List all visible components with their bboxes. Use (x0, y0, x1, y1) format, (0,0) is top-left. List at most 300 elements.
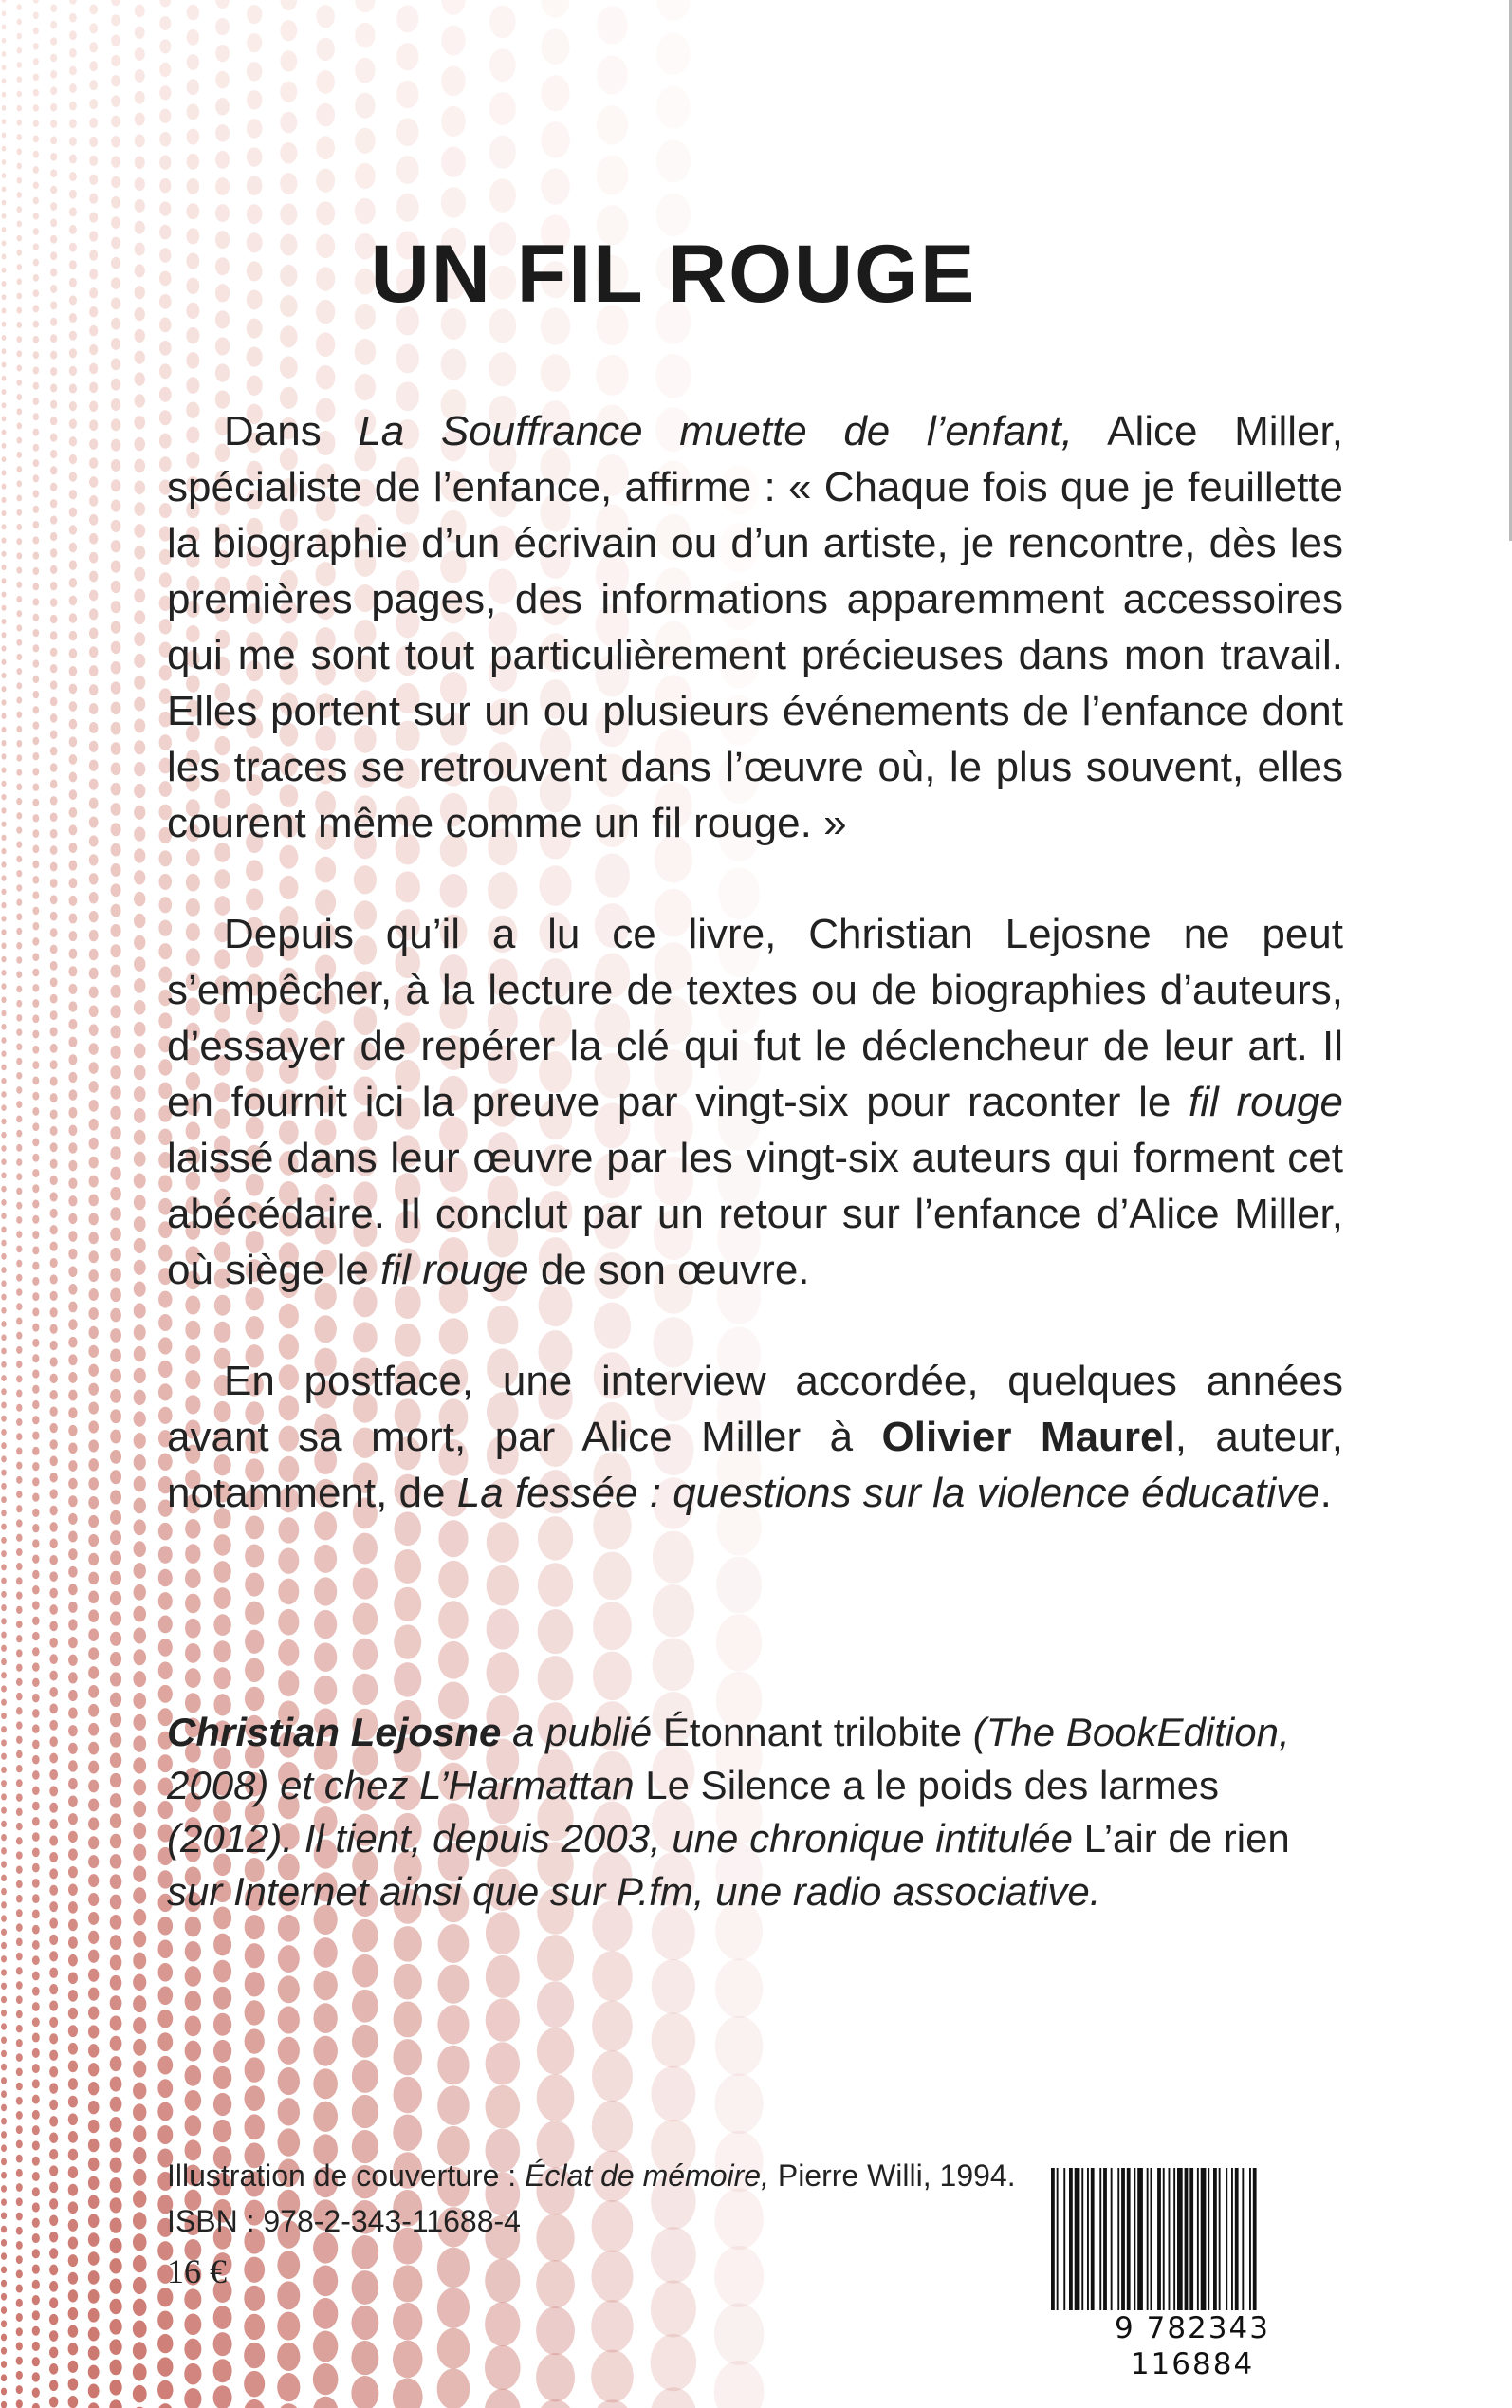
halftone-dot (88, 1988, 99, 2001)
paragraph-1: Dans La Souffrance muette de l’enfant, Alice Miller, spécialiste de l’enfance, affirme : « Chaque fois que je feuillette la biographie d’un écrivain ou d’un artiste, je rencontre, dès les premières pages, des informations apparemment accessoires qui me sont tout particulièrement précieuses dans mon travail. Elles portent sur un ou plusieurs événements de l’enfance dont les traces se retrouvent dans l’œuvre où, le plus souvent, elles courent même comme un fil rouge. » (167, 408, 1343, 846)
halftone-dot (49, 1852, 58, 1862)
halftone-dot (396, 5, 418, 32)
halftone-dot (33, 151, 39, 158)
halftone-dot (32, 1724, 40, 1733)
halftone-dot (16, 726, 22, 732)
halftone-dot (32, 1354, 39, 1362)
barcode-bar (1242, 2168, 1244, 2310)
halftone-dot (1, 1699, 7, 1706)
halftone-dot (49, 2397, 58, 2408)
halftone-dot (32, 2218, 40, 2228)
halftone-dot (69, 684, 78, 695)
halftone-dot (68, 2325, 79, 2338)
halftone-dot (32, 1231, 39, 1239)
halftone-dot (1, 1550, 7, 1557)
halftone-dot (16, 624, 22, 631)
halftone-dot (110, 1308, 121, 1323)
halftone-dot (32, 1385, 39, 1394)
halftone-dot (88, 1723, 99, 1736)
halftone-dot (134, 848, 145, 862)
halftone-dot (68, 2184, 78, 2196)
halftone-dot (2, 456, 7, 462)
halftone-dot (49, 1803, 58, 1813)
halftone-dot (50, 615, 58, 623)
halftone-dot (32, 876, 39, 884)
halftone-dot (133, 1606, 146, 1622)
halftone-dot (245, 2028, 265, 2053)
halftone-dot (33, 74, 39, 82)
halftone-dot (1, 2158, 7, 2166)
halftone-dot (88, 1250, 98, 1263)
halftone-dot (16, 740, 22, 747)
halftone-dot (88, 1590, 99, 1603)
halftone-dot (32, 1122, 39, 1131)
halftone-dot (16, 2010, 23, 2019)
halftone-dot (50, 417, 57, 425)
halftone-dot (33, 552, 40, 560)
halftone-dot (32, 721, 39, 729)
description (167, 403, 1343, 1576)
halftone-dot (280, 203, 297, 225)
halftone-dot (68, 1319, 77, 1330)
halftone-dot (69, 560, 77, 570)
halftone-dot (50, 1027, 58, 1036)
barcode-bar (1185, 2168, 1189, 2310)
halftone-dot (50, 796, 58, 806)
halftone-dot (49, 1968, 58, 1978)
halftone-dot (110, 1430, 121, 1444)
halftone-dot (68, 1037, 77, 1047)
halftone-dot (49, 2083, 58, 2093)
halftone-dot (184, 2288, 201, 2309)
halftone-dot (1, 1253, 6, 1260)
halftone-dot (69, 719, 78, 730)
halftone-dot (68, 1708, 78, 1719)
halftone-dot (134, 1044, 146, 1059)
halftone-dot (16, 1635, 23, 1642)
halftone-dot (16, 1332, 22, 1340)
halftone-dot (135, 351, 145, 364)
halftone-dot (88, 1364, 99, 1377)
halftone-dot (32, 1694, 40, 1703)
barcode-bar (1226, 2168, 1227, 2310)
halftone-dot (88, 2384, 100, 2399)
halftone-dot (33, 11, 39, 19)
halftone-dot (16, 1707, 23, 1714)
halftone-dot (134, 1065, 146, 1080)
halftone-dot (537, 1935, 574, 1981)
halftone-dot (32, 814, 39, 822)
halftone-dot (133, 1627, 146, 1643)
halftone-dot (393, 2114, 422, 2151)
halftone-dot (186, 203, 199, 219)
halftone-dot (16, 696, 22, 703)
halftone-dot (1, 2347, 7, 2355)
halftone-dot (50, 1010, 58, 1020)
halftone-dot (89, 798, 99, 809)
halftone-dot (68, 1919, 78, 1932)
halftone-dot (89, 571, 98, 583)
halftone-dot (187, 79, 199, 95)
halftone-dot (2, 0, 7, 3)
halftone-dot (135, 26, 145, 39)
halftone-dot (1, 2185, 7, 2193)
halftone-dot (16, 682, 22, 689)
halftone-dot (32, 1277, 39, 1286)
halftone-dot (157, 2102, 173, 2121)
halftone-dot (32, 861, 39, 869)
halftone-dot (2, 65, 7, 70)
halftone-dot (655, 354, 691, 398)
halftone-dot (16, 826, 22, 833)
halftone-dot (50, 120, 57, 128)
halftone-dot (159, 155, 171, 169)
halftone-dot (32, 1879, 40, 1888)
halftone-dot (68, 1390, 77, 1401)
halftone-dot (1, 1767, 7, 1773)
halftone-dot (68, 2237, 78, 2250)
halftone-dot (244, 2371, 265, 2398)
halftone-dot (50, 598, 57, 606)
halftone-dot (32, 907, 39, 916)
halftone-dot (89, 5, 98, 15)
halftone-dot (88, 1969, 99, 1982)
halftone-dot (32, 891, 39, 899)
halftone-dot (68, 2361, 79, 2373)
halftone-dot (133, 1887, 146, 1903)
halftone-dot (16, 1491, 22, 1498)
halftone-dot (486, 2042, 520, 2084)
halftone-dot (69, 383, 77, 393)
barcode-bar (1091, 2168, 1095, 2310)
halftone-dot (32, 845, 39, 854)
barcode-bar (1249, 2168, 1251, 2310)
halftone-dot (49, 1374, 57, 1383)
halftone-dot (277, 2312, 300, 2341)
halftone-dot (50, 879, 58, 888)
halftone-dot (32, 937, 39, 946)
halftone-dot (16, 2342, 23, 2350)
halftone-dot (68, 2060, 78, 2072)
halftone-dot (88, 1704, 99, 1717)
halftone-dot (1, 1821, 7, 1827)
halftone-dot (1, 1645, 7, 1652)
halftone-dot (1, 983, 6, 990)
halftone-dot (158, 1639, 173, 1657)
halftone-dot (89, 741, 99, 752)
halftone-dot (16, 1779, 23, 1787)
halftone-dot (16, 2327, 23, 2336)
halftone-dot (1, 2144, 7, 2152)
halftone-dot (33, 567, 40, 575)
halftone-dot (17, 148, 22, 155)
halftone-dot (88, 1836, 99, 1849)
halftone-dot (110, 2238, 122, 2253)
halftone-dot (134, 1022, 146, 1037)
halftone-dot (134, 740, 145, 754)
halftone-dot (1, 1955, 7, 1962)
halftone-dot (68, 1266, 77, 1277)
halftone-dot (68, 1690, 78, 1701)
halftone-dot (110, 1571, 121, 1585)
halftone-dot (68, 984, 77, 994)
halftone-dot (1, 2239, 7, 2247)
halftone-dot (537, 2028, 574, 2074)
halftone-dot (1, 2334, 7, 2342)
barcode-bar (1117, 2168, 1119, 2310)
halftone-dot (49, 2033, 58, 2044)
halftone-dot (1, 1132, 6, 1139)
halftone-dot (32, 1092, 39, 1101)
halftone-dot (17, 466, 23, 472)
halftone-dot (16, 2227, 23, 2235)
halftone-dot (109, 2339, 121, 2355)
halftone-dot (89, 760, 99, 771)
halftone-dot (1, 1442, 7, 1449)
halftone-dot (185, 1668, 201, 1688)
halftone-dot (50, 1324, 58, 1333)
halftone-dot (50, 218, 57, 227)
halftone-dot (68, 2149, 78, 2161)
halftone-dot (16, 2111, 23, 2120)
halftone-dot (215, 177, 230, 195)
halftone-dot (1, 1334, 6, 1341)
halftone-dot (68, 1354, 77, 1365)
halftone-dot (2, 348, 7, 354)
halftone-dot (68, 1566, 78, 1578)
halftone-dot (16, 1880, 23, 1888)
halftone-dot (88, 1420, 99, 1433)
halftone-dot (541, 354, 571, 392)
halftone-dot (597, 6, 628, 45)
halftone-dot (244, 2399, 265, 2408)
halftone-dot (110, 1591, 121, 1605)
halftone-dot (1, 1037, 6, 1044)
halftone-dot (1, 1915, 7, 1921)
halftone-dot (110, 1530, 121, 1545)
halftone-dot (245, 1630, 264, 1654)
halftone-dot (186, 352, 199, 369)
halftone-dot (133, 1757, 146, 1773)
halftone-dot (244, 2343, 265, 2368)
halftone-dot (68, 966, 77, 976)
barcode-bar (1231, 2168, 1233, 2310)
halftone-dot (110, 1287, 121, 1302)
halftone-dot (16, 1000, 22, 1008)
halftone-dot (278, 2067, 300, 2095)
halftone-dot (213, 2013, 231, 2036)
halftone-dot (651, 2387, 697, 2408)
halftone-dot (485, 2345, 521, 2390)
halftone-dot (652, 1959, 695, 2014)
halftone-dot (187, 54, 199, 70)
halftone-dot (17, 62, 22, 68)
halftone-dot (32, 737, 39, 745)
halftone-dot (1, 1631, 7, 1638)
halftone-dot (50, 1093, 58, 1102)
halftone-dot (32, 799, 39, 806)
halftone-dot (110, 1491, 121, 1505)
barcode-bar (1134, 2168, 1135, 2310)
halftone-dot (437, 2085, 470, 2125)
halftone-dot (110, 2177, 122, 2193)
halftone-dot (16, 1909, 23, 1917)
halftone-dot (16, 1505, 22, 1512)
halftone-dot (134, 1476, 146, 1492)
halftone-dot (110, 1813, 121, 1828)
halftone-dot (2, 416, 7, 421)
halftone-dot (111, 439, 120, 452)
halftone-dot (89, 892, 99, 903)
halftone-dot (1, 835, 6, 841)
barcode-bar (1057, 2168, 1059, 2310)
halftone-dot (2, 133, 7, 139)
halftone-dot (32, 1509, 39, 1517)
halftone-dot (2, 699, 7, 705)
halftone-dot (2, 322, 7, 327)
halftone-dot (69, 578, 77, 588)
halftone-dot (159, 85, 171, 100)
halftone-dot (49, 2050, 58, 2061)
halftone-dot (396, 118, 419, 146)
halftone-dot (16, 2399, 23, 2408)
halftone-dot (89, 873, 99, 884)
halftone-dot (280, 325, 298, 347)
halftone-dot (213, 2040, 231, 2063)
halftone-dot (32, 2140, 40, 2150)
halftone-dot (278, 1670, 299, 1696)
halftone-dot (32, 1431, 39, 1439)
halftone-dot (68, 1884, 78, 1896)
halftone-dot (1, 1240, 6, 1247)
halftone-dot (1, 1050, 6, 1057)
halftone-dot (134, 697, 145, 712)
halftone-dot (33, 0, 39, 4)
halftone-dot (111, 803, 121, 816)
halftone-dot (88, 2214, 100, 2228)
halftone-dot (32, 1802, 40, 1811)
halftone-dot (110, 2097, 122, 2112)
halftone-dot (89, 61, 98, 71)
halftone-dot (1, 1847, 7, 1854)
halftone-dot (32, 1647, 40, 1656)
halftone-dot (49, 1555, 58, 1565)
halftone-dot (111, 398, 120, 411)
halftone-dot (68, 1831, 78, 1843)
halftone-dot (213, 1960, 231, 1983)
halftone-dot (185, 1941, 201, 1962)
halftone-dot (17, 76, 22, 83)
halftone-dot (32, 1585, 40, 1594)
halftone-dot (16, 1736, 23, 1744)
halftone-dot (49, 1571, 58, 1582)
halftone-dot (133, 1974, 146, 1991)
halftone-dot (16, 914, 22, 921)
halftone-dot (134, 1454, 146, 1471)
halftone-dot (50, 21, 57, 29)
halftone-dot (110, 1793, 121, 1808)
halftone-dot (110, 1409, 121, 1423)
halftone-dot (17, 91, 22, 98)
halftone-dot (111, 75, 120, 86)
halftone-dot (16, 1418, 22, 1426)
halftone-dot (247, 33, 262, 52)
halftone-dot (355, 374, 376, 400)
halftone-dot (133, 1865, 146, 1881)
halftone-dot (1, 1280, 6, 1287)
halftone-dot (49, 1654, 58, 1664)
halftone-dot (245, 1972, 265, 1996)
halftone-dot (50, 450, 57, 458)
halftone-dot (591, 2300, 633, 2352)
halftone-dot (2, 25, 7, 30)
halftone-dot (32, 969, 39, 977)
halftone-dot (277, 2343, 300, 2371)
halftone-dot (50, 713, 58, 723)
halftone-dot (32, 1169, 39, 1177)
halftone-dot (536, 2214, 574, 2261)
halftone-dot (49, 2100, 58, 2110)
halftone-dot (68, 1372, 77, 1383)
halftone-dot (68, 2254, 78, 2267)
halftone-dot (1, 821, 6, 826)
halftone-dot (88, 1647, 99, 1660)
halftone-dot (69, 207, 77, 216)
halftone-dot (134, 416, 145, 429)
halftone-dot (157, 2056, 173, 2075)
halftone-dot (32, 2095, 40, 2104)
halftone-dot (1, 2104, 7, 2112)
halftone-dot (16, 1044, 22, 1051)
halftone-dot (50, 136, 57, 144)
halftone-dot (16, 884, 22, 891)
halftone-dot (316, 5, 334, 28)
halftone-dot (133, 1693, 146, 1709)
halftone-dot (213, 2306, 232, 2329)
halftone-dot (133, 2191, 146, 2208)
halftone-dot (351, 2341, 378, 2375)
halftone-dot (2, 578, 7, 583)
halftone-dot (16, 2269, 23, 2278)
halftone-dot (1, 2306, 7, 2314)
halftone-dot (1, 861, 6, 867)
halftone-dot (352, 1919, 378, 1952)
halftone-dot (110, 1248, 121, 1262)
halftone-dot (133, 1779, 146, 1795)
halftone-dot (88, 1232, 98, 1244)
halftone-dot (50, 1176, 58, 1185)
halftone-dot (68, 2043, 78, 2055)
halftone-dot (110, 1510, 121, 1525)
halftone-dot (68, 1195, 77, 1206)
halftone-dot (33, 120, 39, 127)
halftone-dot (16, 942, 22, 950)
halftone-dot (393, 2303, 422, 2340)
halftone-dot (68, 1936, 78, 1949)
halftone-dot (17, 206, 22, 213)
halftone-dot (69, 454, 77, 464)
halftone-dot (33, 444, 39, 452)
halftone-dot (314, 1577, 337, 1605)
halftone-dot (69, 102, 77, 111)
halftone-dot (1, 1455, 7, 1462)
halftone-dot (89, 779, 99, 790)
halftone-dot (1, 1901, 7, 1908)
halftone-dot (651, 2066, 695, 2122)
halftone-dot (185, 2015, 201, 2036)
halftone-dot (592, 2200, 634, 2252)
halftone-dot (133, 1736, 146, 1752)
